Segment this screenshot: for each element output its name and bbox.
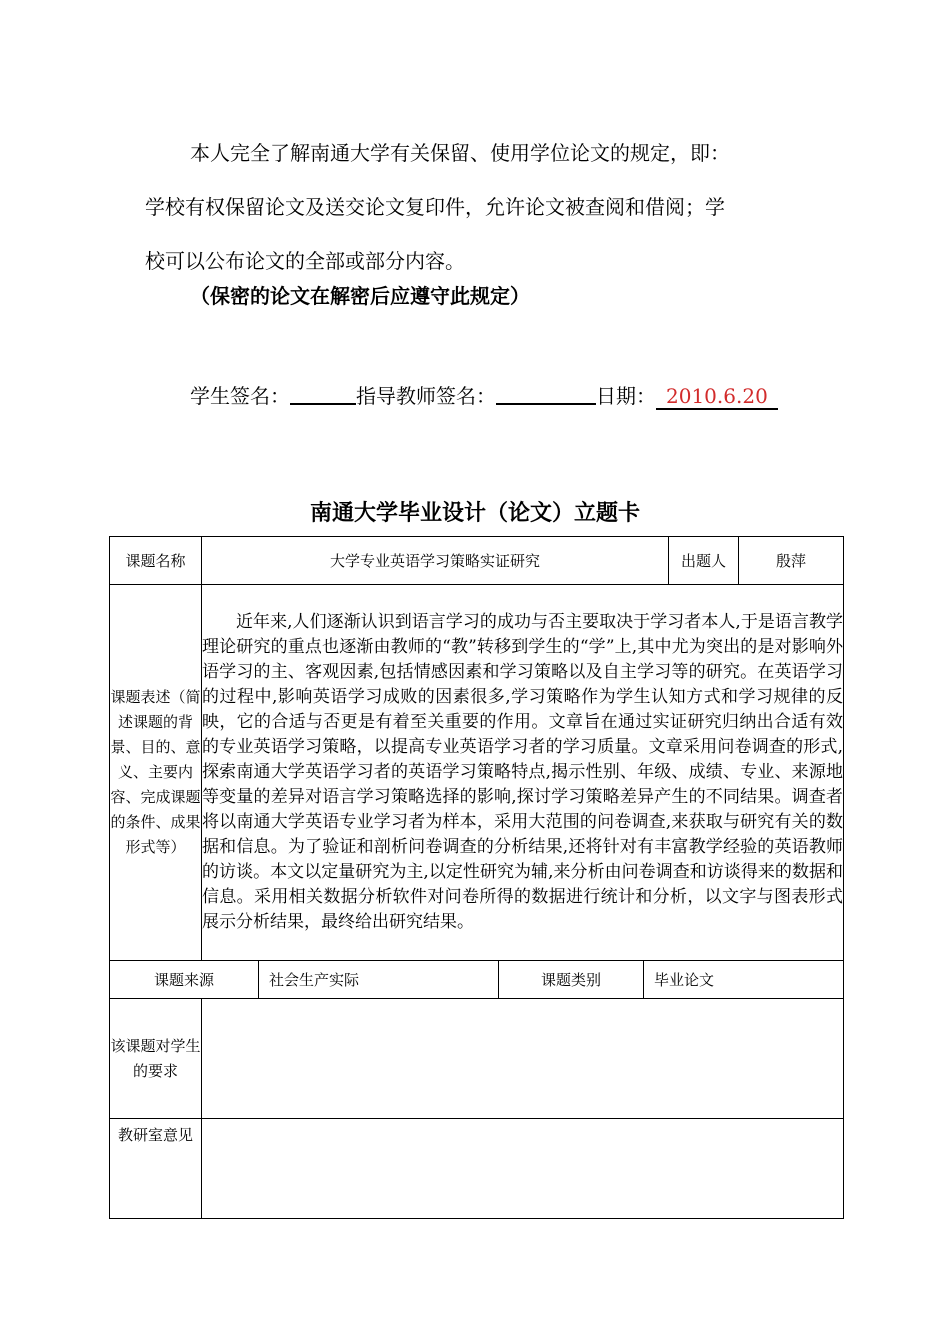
card-title: 南通大学毕业设计（论文）立题卡 xyxy=(309,501,640,526)
advisor-signature-label: 指导教师签名： xyxy=(356,384,496,408)
requirements-label: 该课题对学生的要求 xyxy=(110,999,202,1119)
source-label: 课题来源 xyxy=(110,961,259,999)
table-row xyxy=(110,537,844,585)
category-label: 课题类别 xyxy=(499,961,644,999)
description-text: 近年来,人们逐渐认识到语言学习的成功与否主要取决于学习者本人,于是语言教学理论研究的重点也逐渐由教师的“教”转移到学生的“学”上,其中尤为突出的是对影响外语学习的主、客观因素,包括情感因素和学习策略以及自主学习等的研究。在英语学习的过程中,影响英语学习成败的因素很多,学习策略作为学生认知方式和学习规律的反映，它的合适与否更是有着至关重要的作用。文章旨在通过实证研究归纳出合适有效的专业英语学习策略，以提高专业英语学习者的学习质量。文章采用问卷调查的形式,探索南通大学英语学习者的英语学习策略特点,揭示性别、年级、成绩、专业、来源地等变量的差异对语言学习策略选择的影响,探讨学习策略差异产生的不同结果。调查者将以南通大学英语专业学习者为样本，采用大范围的问卷调查,来获取与研究有关的数据和信息。为了验证和剖析问卷调查的分析结果,还将针对有丰富教学经验的英语教师的访谈。本文以定量研究为主,以定性研究为辅,来分析由问卷调查和访谈得来的数据和信息。采用相关数据分析软件对问卷所得的数据进行统计和分析，以文字与图表形式展示分析结果，最终给出研究结果。 xyxy=(202,612,844,932)
table-row xyxy=(110,999,844,1119)
declaration-line-3: 校可以公布论文的全部或部分内容。 xyxy=(145,249,465,273)
table-row xyxy=(110,961,844,999)
signature-line xyxy=(190,380,778,409)
date-label: 日期： xyxy=(596,384,656,408)
proposer-value: 殷萍 xyxy=(739,537,844,585)
source-value: 社会生产实际 xyxy=(259,961,499,999)
topic-name-value: 大学专业英语学习策略实证研究 xyxy=(202,537,669,585)
declaration-paragraph xyxy=(145,126,825,288)
topic-name-label: 课题名称 xyxy=(110,537,202,585)
student-signature-blank[interactable] xyxy=(290,381,356,405)
dept-opinion-label: 教研室意见 xyxy=(110,1119,202,1219)
dept-opinion-value[interactable] xyxy=(202,1119,844,1219)
description-label: 课题表述（简述课题的背景、目的、意义、主要内容、完成课题的条件、成果形式等） xyxy=(110,585,202,961)
advisor-signature-blank[interactable] xyxy=(496,381,596,405)
declaration-line-1: 本人完全了解南通大学有关保留、使用学位论文的规定，即： xyxy=(190,141,730,165)
category-value: 毕业论文 xyxy=(644,961,844,999)
date-value: 2010.6.20 xyxy=(656,384,778,410)
requirements-value[interactable] xyxy=(202,999,844,1119)
declaration-line-2: 学校有权保留论文及送交论文复印件，允许论文被查阅和借阅；学 xyxy=(145,195,725,219)
description-value xyxy=(202,585,844,961)
confidentiality-note: （保密的论文在解密后应遵守此规定） xyxy=(190,284,530,308)
proposer-label: 出题人 xyxy=(669,537,739,585)
student-signature-label: 学生签名： xyxy=(190,384,290,408)
topic-card-table xyxy=(109,536,844,1219)
table-row xyxy=(110,1119,844,1219)
table-row xyxy=(110,585,844,961)
